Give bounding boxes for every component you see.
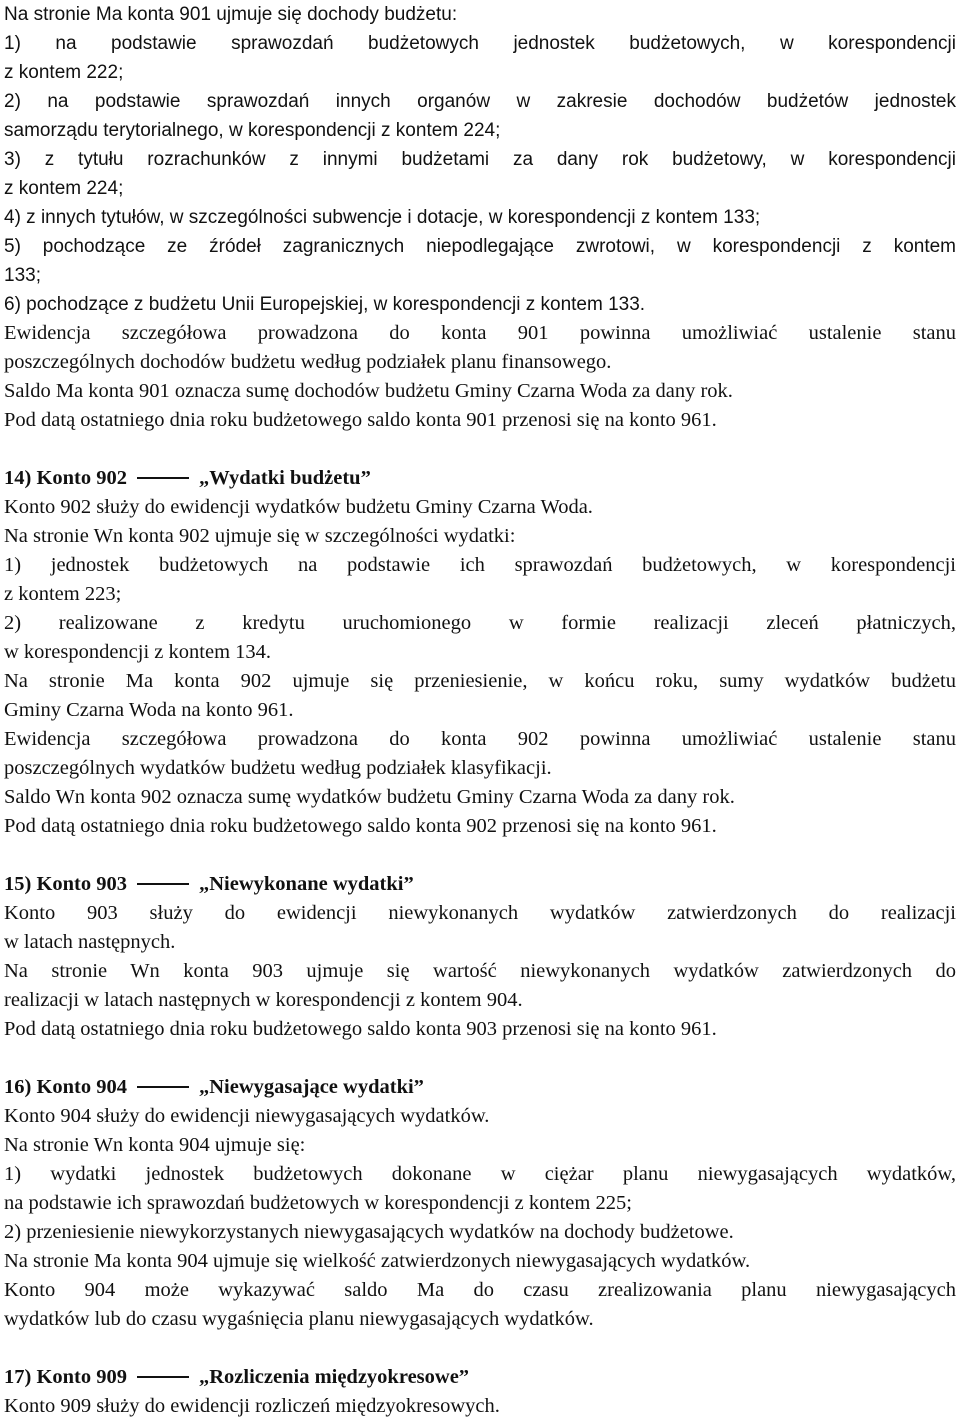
heading-title: „Niewygasające wydatki” — [199, 1076, 424, 1098]
heading-number: 16) Konto 904 — [4, 1076, 127, 1098]
section-909 — [4, 1363, 956, 1421]
paragraph-line: 3) z tytułu rozrachunków z innymi budżetami za dany rok budżetowy, w korespondencji — [4, 149, 956, 170]
paragraph-line: 1) na podstawie sprawozdań budżetowych jednostek budżetowych, w korespondencji — [4, 33, 956, 54]
paragraph-line: samorządu terytorialnego, w korespondencji z kontem 224; — [4, 120, 501, 141]
heading-title: „Wydatki budżetu” — [199, 467, 371, 489]
heading-dash — [137, 477, 189, 479]
paragraph-line: poszczególnych wydatków budżetu według podziałek klasyfikacji. — [4, 757, 552, 779]
section-gap — [4, 841, 956, 870]
paragraph-line: 1) jednostek budżetowych na podstawie ich sprawozdań budżetowych, w korespondencji — [4, 554, 956, 576]
paragraph-line: Saldo Ma konta 901 oznacza sumę dochodów budżetu Gminy Czarna Woda za dany rok. — [4, 380, 733, 402]
paragraph-line: 2) przeniesienie niewykorzystanych niewygasających wydatków na dochody budżetowe. — [4, 1221, 734, 1243]
paragraph-line: Konto 904 może wykazywać saldo Ma do czasu zrealizowania planu niewygasających — [4, 1279, 956, 1301]
paragraph-line: z kontem 222; — [4, 62, 124, 83]
paragraph-line: 5) pochodzące ze źródeł zagranicznych niepodlegające zwrotowi, w korespondencji z kontem — [4, 236, 956, 257]
paragraph-line: 2) realizowane z kredytu uruchomionego w formie realizacji zleceń płatniczych, — [4, 612, 956, 634]
paragraph-line: 2) na podstawie sprawozdań innych organów w zakresie dochodów budżetów jednostek — [4, 91, 956, 112]
paragraph-line: Saldo Wn konta 902 oznacza sumę wydatków budżetu Gminy Czarna Woda za dany rok. — [4, 786, 735, 808]
paragraph-line: na podstawie ich sprawozdań budżetowych w korespondencji z kontem 225; — [4, 1192, 632, 1214]
heading-number: 14) Konto 902 — [4, 467, 127, 489]
section-heading — [4, 1073, 956, 1102]
section-gap — [4, 435, 956, 464]
paragraph-line: Konto 904 służy do ewidencji niewygasających wydatków. — [4, 1105, 490, 1127]
paragraph-line: 1) wydatki jednostek budżetowych dokonane w ciężar planu niewygasających wydatków, — [4, 1163, 956, 1185]
paragraph-line: Konto 909 służy do ewidencji rozliczeń międzyokresowych. — [4, 1395, 500, 1417]
section-heading — [4, 1363, 956, 1392]
heading-number: 15) Konto 903 — [4, 873, 127, 895]
heading-title: „Niewykonane wydatki” — [199, 873, 414, 895]
paragraph-line: w korespondencji z kontem 134. — [4, 641, 272, 663]
paragraph-line: z kontem 223; — [4, 583, 122, 605]
section-gap — [4, 1044, 956, 1073]
heading-dash — [137, 883, 189, 885]
paragraph-line: Pod datą ostatniego dnia roku budżetowego saldo konta 903 przenosi się na konto 961. — [4, 1018, 717, 1040]
paragraph-line: z kontem 224; — [4, 178, 124, 199]
paragraph-line: Pod datą ostatniego dnia roku budżetowego saldo konta 902 przenosi się na konto 961. — [4, 815, 717, 837]
paragraph-line: w latach następnych. — [4, 931, 176, 953]
paragraph-line: 133; — [4, 265, 41, 286]
paragraph-line: Pod datą ostatniego dnia roku budżetowego saldo konta 901 przenosi się na konto 961. — [4, 409, 717, 431]
paragraph-line: Ewidencja szczegółowa prowadzona do konta 902 powinna umożliwiać ustalenie stanu — [4, 728, 956, 750]
paragraph-line: Na stronie Ma konta 901 ujmuje się dochody budżetu: — [4, 4, 458, 25]
paragraph-line: Gminy Czarna Woda na konto 961. — [4, 699, 294, 721]
heading-dash — [137, 1086, 189, 1088]
heading-dash — [137, 1376, 189, 1378]
section-903 — [4, 870, 956, 1044]
section-902 — [4, 464, 956, 841]
paragraph-line: poszczególnych dochodów budżetu według podziałek planu finansowego. — [4, 351, 612, 373]
paragraph-line: 6) pochodzące z budżetu Unii Europejskiej, w korespondencji z kontem 133. — [4, 294, 646, 315]
section-heading — [4, 870, 956, 899]
paragraph-line: Konto 902 służy do ewidencji wydatków budżetu Gminy Czarna Woda. — [4, 496, 593, 518]
paragraph-line: 4) z innych tytułów, w szczególności subwencje i dotacje, w korespondencji z kontem 133; — [4, 207, 761, 228]
paragraph-line: realizacji w latach następnych w korespondencji z kontem 904. — [4, 989, 523, 1011]
section-904 — [4, 1073, 956, 1334]
paragraph-line: Na stronie Wn konta 904 ujmuje się: — [4, 1134, 306, 1156]
paragraph-line: Na stronie Wn konta 902 ujmuje się w szczególności wydatki: — [4, 525, 516, 547]
paragraph-line: Na stronie Wn konta 903 ujmuje się wartość niewykonanych wydatków zatwierdzonych do — [4, 960, 956, 982]
paragraph-line: Na stronie Ma konta 904 ujmuje się wielkość zatwierdzonych niewygasających wydatków. — [4, 1250, 751, 1272]
paragraph-line: Konto 903 służy do ewidencji niewykonanych wydatków zatwierdzonych do realizacji — [4, 902, 956, 924]
paragraph-line: Ewidencja szczegółowa prowadzona do konta 901 powinna umożliwiać ustalenie stanu — [4, 322, 956, 344]
section-901 — [4, 0, 956, 435]
section-heading — [4, 464, 956, 493]
section-gap — [4, 1334, 956, 1363]
heading-title: „Rozliczenia międzyokresowe” — [199, 1366, 470, 1388]
paragraph-line: wydatków lub do czasu wygaśnięcia planu niewygasających wydatków. — [4, 1308, 594, 1330]
paragraph-line: Na stronie Ma konta 902 ujmuje się przeniesienie, w końcu roku, sumy wydatków budżetu — [4, 670, 956, 692]
heading-number: 17) Konto 909 — [4, 1366, 127, 1388]
